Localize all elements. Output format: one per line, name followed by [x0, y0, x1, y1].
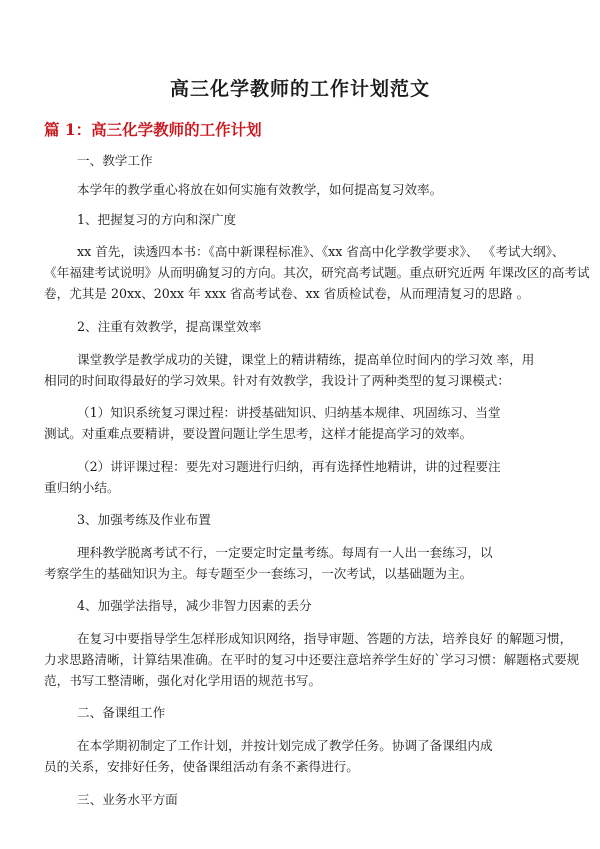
- heading-lesson-prep: 二、备课组工作: [77, 705, 166, 720]
- paragraph-line: 在复习中要指导学生怎样形成知识网络，指导审题、答题的方法，培养良好 的解题习惯，: [77, 631, 573, 646]
- paragraph-line: xx 首先，读透四本书：《高中新课程标准》、《xx 省高中化学教学要求》、 《考试大纲》、: [77, 244, 565, 259]
- subheading-exam-practice: 3、加强考练及作业布置: [77, 512, 211, 527]
- paragraph-line: 理科教学脱离考试不行，一定要定时定量考练。每周有一人出一套练习，以: [77, 545, 493, 560]
- document-title: 高三化学教师的工作计划范文: [169, 78, 430, 100]
- paragraph-line: 本学年的教学重心将放在如何实施有效教学，如何提高复习效率。: [77, 182, 443, 197]
- paragraph-line: 考察学生的基础知识为主。每专题至少一套练习，一次考试，以基础题为主。: [44, 566, 473, 581]
- heading-teaching-work: 一、教学工作: [77, 153, 153, 168]
- heading-professional-level: 三、业务水平方面: [77, 792, 178, 807]
- subheading-review-direction: 1、把握复习的方向和深广度: [77, 212, 237, 227]
- paragraph-line: 卷，尤其是 20xx、20xx 年 xxx 省高考试卷、xx 省质检试卷，从而理清复习的思路 。: [44, 286, 530, 301]
- paragraph-line: 测试。对重难点要精讲，要设置问题让学生思考，这样才能提高学习的效率。: [44, 426, 473, 441]
- subheading-effective-teaching: 2、注重有效教学，提高课堂效率: [77, 319, 262, 334]
- paragraph-line: 《年福建考试说明》从而明确复习的方向。其次，研究高考试题。重点研究近两 年课改区的高考试: [44, 265, 590, 280]
- paragraph-line: （2）讲评课过程：要先对习题进行归纳，再有选择性地精讲，讲的过程要注: [77, 459, 501, 474]
- subheading-study-method: 4、加强学法指导，减少非智力因素的丢分: [77, 598, 312, 613]
- paragraph-line: 在本学期初制定了工作计划，并按计划完成了教学任务。协调了备课组内成: [77, 738, 493, 753]
- paragraph-line: 课堂教学是教学成功的关键，课堂上的精讲精练，提高单位时间内的学习效 率，用: [77, 352, 535, 367]
- section-heading: 篇 1：高三化学教师的工作计划: [44, 120, 262, 139]
- paragraph-line: 相同的时间取得最好的学习效果。针对有效教学，我设计了两种类型的复习课模式：: [44, 373, 510, 388]
- paragraph-line: 范，书写工整清晰，强化对化学用语的规范书写。: [44, 673, 322, 688]
- paragraph-line: （1）知识系统复习课过程：讲授基础知识、归纳基本规律、巩固练习、当堂: [77, 405, 501, 420]
- paragraph-line: 力求思路清晰，计算结果准确。在平时的复习中还要注意培养学生好的`学习习惯：解题格式要规: [44, 652, 580, 667]
- paragraph-line: 员的关系，安排好任务，使备课组活动有条不紊得进行。: [44, 759, 359, 774]
- paragraph-line: 重归纳小结。: [44, 480, 120, 495]
